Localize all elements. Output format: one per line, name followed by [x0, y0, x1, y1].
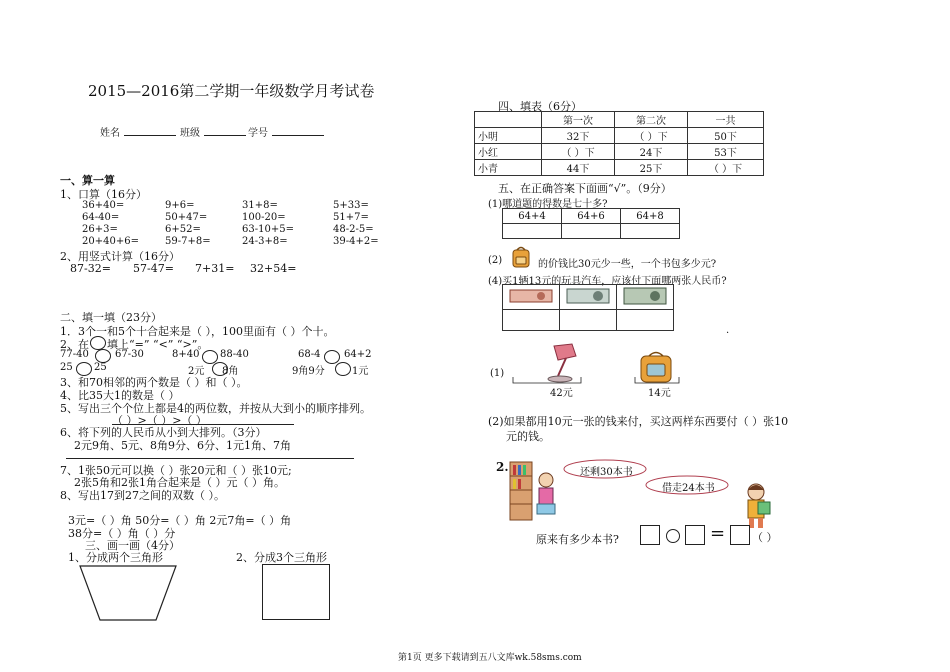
- compare-circle[interactable]: [324, 350, 340, 364]
- vertical-item: 87-32=: [70, 262, 111, 275]
- banknote-icon: [623, 287, 667, 305]
- trapezoid-figure[interactable]: [78, 564, 178, 622]
- fill-q8: 8、写出17到27之间的双数（ ）。: [60, 489, 225, 502]
- oral-item: 24-3+8=: [242, 236, 288, 247]
- oral-item: 59-7+8=: [165, 236, 211, 247]
- fill-q7b: 2张5角和2张1角合起来是（ ）元（ ）角。: [74, 476, 285, 489]
- table-cell: 小明: [475, 128, 542, 144]
- oral-item: 5+33=: [333, 200, 369, 211]
- table-header-row: [475, 112, 764, 128]
- table-row: [503, 209, 680, 224]
- answer-underline[interactable]: [66, 458, 354, 459]
- section4-heading: 四、填表（6分）: [498, 100, 582, 113]
- section1-heading: 一、算一算: [60, 174, 115, 187]
- check-cell[interactable]: [503, 224, 562, 239]
- page-title: 2015—2016第二学期一年级数学月考试卷: [88, 82, 375, 100]
- table-row: [475, 144, 764, 160]
- oral-item: 64-40=: [82, 212, 120, 223]
- compare-expr: 88-40: [220, 349, 249, 360]
- table-cell: 小红: [475, 144, 542, 160]
- fill-q3: 3、和70相邻的两个数是（ ）和（ ）。: [60, 376, 248, 389]
- table-row: [475, 160, 764, 176]
- fill-q6: 6、将下列的人民币从小到大排列。（3分）: [60, 426, 267, 439]
- compare-expr: 8+40: [172, 349, 200, 360]
- compare-expr: 64+2: [344, 349, 372, 360]
- check-cell[interactable]: [621, 224, 680, 239]
- oral-item: 50+47=: [165, 212, 208, 223]
- fill-q4: 4、比35大1的数是（ ）: [60, 389, 180, 402]
- number-label: 学号: [248, 128, 268, 139]
- oral-item: 20+40+6=: [82, 236, 139, 247]
- choice-q1: (1)哪道题的得数是七十多?: [488, 199, 608, 210]
- oral-item: 48-2-5=: [333, 224, 374, 235]
- table-header-cell: [475, 112, 542, 128]
- oral-item: 39-4+2=: [333, 236, 379, 247]
- fill-table: [474, 111, 764, 176]
- fill-q6-items: 2元9角、5元、8角9分、6分、1元1角、7角: [74, 439, 291, 452]
- oral-item: 51+7=: [333, 212, 369, 223]
- bubble-text-right: 借走24本书: [662, 483, 715, 494]
- compare-expr: 67-30: [115, 349, 144, 360]
- operator-circle[interactable]: [666, 529, 680, 543]
- section2-heading: 二、填一填（23分）: [60, 311, 162, 324]
- word-problem-question: 原来有多少本书?: [536, 533, 619, 546]
- money-cell: [617, 285, 674, 310]
- fill-q10: 38分=（ ）角（ ）分: [68, 527, 176, 540]
- price-q2: (2)如果都用10元一张的钱来付，买这两样东西要付（ ）张10: [488, 415, 789, 428]
- table-cell: 44下: [542, 160, 615, 176]
- draw-q2-label: 2、分成3个三角形: [236, 551, 327, 564]
- check-cell[interactable]: [562, 224, 621, 239]
- fill-q7: 7、1张50元可以换（ ）张20元和（ ）张10元;: [60, 464, 292, 477]
- choice-q3: (4)买1辆13元的玩具汽车，应该付下面哪两张人民币?: [488, 276, 727, 287]
- number-blank[interactable]: [272, 135, 324, 136]
- table-cell[interactable]: （ ）下: [688, 160, 764, 176]
- table-row: [503, 310, 674, 331]
- table-cell: 32下: [542, 128, 615, 144]
- section3-heading: 三、画一画（4分）: [85, 539, 180, 552]
- oral-item: 63-10+5=: [242, 224, 294, 235]
- problem-number: 2.: [496, 460, 509, 474]
- girl-illustration: [736, 482, 776, 530]
- oral-item: 9+6=: [165, 200, 195, 211]
- table-cell: 24下: [615, 144, 688, 160]
- banknote-icon: [509, 289, 553, 303]
- table-header-cell: 一共: [688, 112, 764, 128]
- page-footer: 第1页 更多下载请到五八文库wk.58sms.com: [398, 653, 582, 663]
- oral-item: 100-20=: [242, 212, 286, 223]
- class-label: 班级: [180, 128, 200, 139]
- choice-q2-text: 的价钱比30元少一些，一个书包多少元?: [538, 259, 717, 270]
- choice-q2-prefix: (2): [488, 255, 503, 266]
- fill-q2-suffix: 填上“=” “<” “>”。: [107, 338, 209, 351]
- price-q2-cont: 元的钱。: [506, 430, 550, 443]
- compare-expr: 8角: [222, 366, 239, 377]
- table-cell: 53下: [688, 144, 764, 160]
- choice-option: 64+4: [503, 209, 562, 224]
- choice-option: 64+8: [621, 209, 680, 224]
- price-q-label: (1): [490, 368, 505, 379]
- oral-item: 6+52=: [165, 224, 201, 235]
- choice-option: 64+6: [562, 209, 621, 224]
- vertical-item: 7+31=: [195, 262, 235, 275]
- equals-sign: =: [710, 523, 726, 544]
- table-cell[interactable]: （ ）下: [615, 128, 688, 144]
- backpack-icon: [510, 245, 532, 269]
- section5-heading: 五、在正确答案下面画“√”。（9分）: [498, 182, 672, 195]
- unit-paren[interactable]: （ ）: [752, 531, 778, 544]
- oral-item: 36+40=: [82, 200, 125, 211]
- compare-circle[interactable]: [335, 362, 351, 376]
- vertical-item: 32+54=: [250, 262, 297, 275]
- fill-q5: 5、写出三个个位上都是4的两位数，并按从大到小的顺序排列。: [60, 402, 371, 415]
- table-row: [475, 128, 764, 144]
- bookshelf-illustration: [506, 460, 566, 524]
- compare-expr: 1元: [352, 366, 369, 377]
- draw-q1-label: 1、分成两个三角形: [68, 551, 163, 564]
- compare-expr: 77-40: [60, 349, 89, 360]
- fill-q1: 1．3个一和5个十合起来是（ ），100里面有（ ）个十。: [60, 325, 335, 338]
- oral-item: 31+8=: [242, 200, 278, 211]
- fill-q5-answer[interactable]: （ ）>（ ）>（ ）: [112, 414, 207, 427]
- compare-circle[interactable]: [90, 336, 106, 350]
- money-table: [502, 284, 674, 331]
- answer-box[interactable]: [730, 525, 750, 545]
- compare-expr: 9角9分: [292, 366, 325, 377]
- class-blank[interactable]: [204, 135, 246, 136]
- check-cell[interactable]: [503, 310, 560, 331]
- table-cell[interactable]: （ ）下: [542, 144, 615, 160]
- table-row: [503, 224, 680, 239]
- square-figure[interactable]: [262, 564, 330, 620]
- choice-q1-table: [502, 208, 680, 239]
- q1-oral-heading: 1、口算（16分）: [60, 188, 147, 201]
- name-blank[interactable]: [124, 135, 176, 136]
- vertical-item: 57-47=: [133, 262, 174, 275]
- q2-vertical-heading: 2、用竖式计算（16分）: [60, 250, 180, 263]
- compare-expr: 68-4: [298, 349, 321, 360]
- bag-price: 14元: [648, 388, 671, 399]
- compare-expr: 25: [60, 362, 73, 373]
- check-cell[interactable]: [617, 310, 674, 331]
- table-cell: 小青: [475, 160, 542, 176]
- table-header-cell: 第一次: [542, 112, 615, 128]
- answer-box[interactable]: [640, 525, 660, 545]
- fill-q2-prefix: 2、在: [60, 338, 89, 351]
- table-header-cell: 第二次: [615, 112, 688, 128]
- compare-circle[interactable]: [95, 349, 111, 363]
- money-cell: [560, 285, 617, 310]
- oral-item: 26+3=: [82, 224, 118, 235]
- price-bracket: [634, 376, 680, 384]
- compare-expr: 2元: [188, 366, 205, 377]
- compare-expr: 25: [94, 362, 107, 373]
- table-cell: 25下: [615, 160, 688, 176]
- check-cell[interactable]: [560, 310, 617, 331]
- answer-box[interactable]: [685, 525, 705, 545]
- table-cell: 50下: [688, 128, 764, 144]
- lamp-price: 42元: [550, 388, 573, 399]
- stray-mark: .: [726, 325, 730, 336]
- price-bracket: [512, 376, 582, 384]
- money-cell: [503, 285, 560, 310]
- banknote-icon: [566, 288, 610, 304]
- bubble-text-left: 还剩30本书: [580, 467, 633, 478]
- table-row: [503, 285, 674, 310]
- fill-q9: 3元=（ ）角 50分=（ ）角 2元7角=（ ）角: [68, 514, 292, 527]
- name-label: 姓名: [100, 128, 120, 139]
